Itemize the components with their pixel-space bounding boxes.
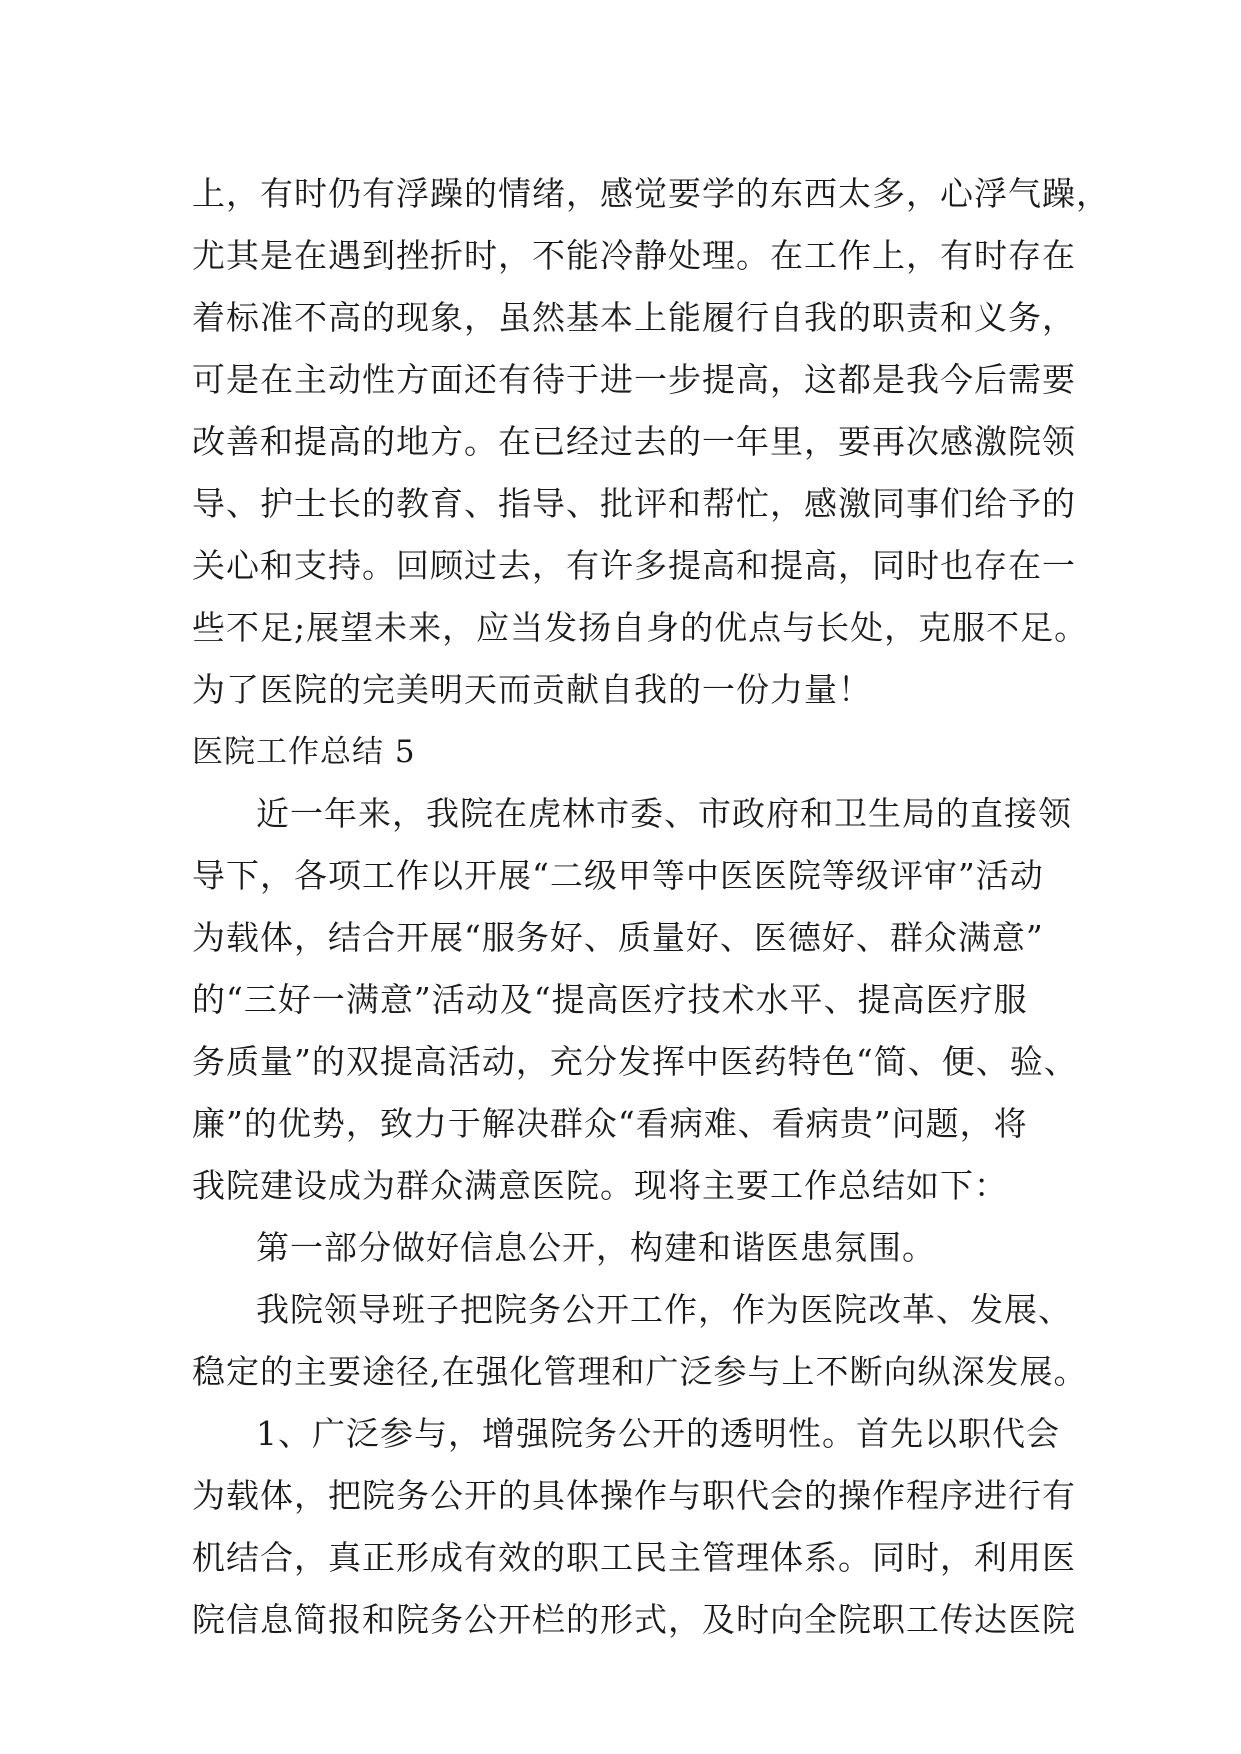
text-line: 院信息简报和院务公开栏的形式，及时向全院职工传达医院 [192,1600,1076,1639]
paragraph-first-line: 1、广泛参与，增强院务公开的透明性。首先以职代会 [256,1414,1060,1453]
text-line: 导、护士长的教育、指导、批评和帮忙，感激同事们给予的 [192,484,1076,523]
text-line: 上，有时仍有浮躁的情绪，感觉要学的东西太多，心浮气躁， [192,174,1110,213]
text-line: 的“三好一满意”活动及“提高医疗技术水平、提高医疗服 [192,980,1028,1019]
text-line: 廉”的优势，致力于解决群众“看病难、看病贵”问题，将 [192,1104,1028,1143]
text-line: 可是在主动性方面还有待于进一步提高，这都是我今后需要 [192,360,1076,399]
paragraph-first-line: 我院领导班子把院务公开工作，作为医院改革、发展、 [256,1290,1072,1329]
text-line: 为了医院的完美明天而贡献自我的一份力量！ [192,670,872,709]
text-line: 务质量”的双提高活动，充分发挥中医药特色“简、便、验、 [192,1042,1078,1081]
text-line: 导下，各项工作以开展“二级甲等中医医院等级评审”活动 [192,856,1044,895]
paragraph-first-line: 近一年来，我院在虎林市委、市政府和卫生局的直接领 [256,794,1072,833]
text-line: 为载体，把院务公开的具体操作与职代会的操作程序进行有 [192,1476,1076,1515]
text-line: 我院建设成为群众满意医院。现将主要工作总结如下： [192,1166,1008,1205]
text-line: 尤其是在遇到挫折时，不能冷静处理。在工作上，有时存在 [192,236,1076,275]
document-body [192,163,1110,1651]
text-line: 稳定的主要途径,在强化管理和广泛参与上不断向纵深发展。 [192,1352,1088,1391]
text-line: 为载体，结合开展“服务好、质量好、医德好、群众满意” [192,918,1044,957]
text-line: 着标准不高的现象，虽然基本上能履行自我的职责和义务， [192,298,1076,337]
text-line: 机结合，真正形成有效的职工民主管理体系。同时，利用医 [192,1538,1076,1577]
text-line: 些不足;展望未来，应当发扬自身的优点与长处，克服不足。 [192,608,1089,647]
text-line: 改善和提高的地方。在已经过去的一年里，要再次感激院领 [192,422,1076,461]
text-line: 关心和支持。回顾过去，有许多提高和提高，同时也存在一 [192,546,1076,585]
section-heading: 医院工作总结 5 [192,734,416,770]
paragraph-first-line: 第一部分做好信息公开，构建和谐医患氛围。 [256,1228,936,1267]
